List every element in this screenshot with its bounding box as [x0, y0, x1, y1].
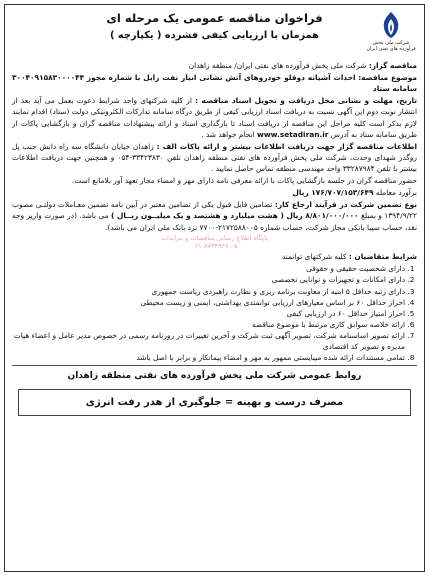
notice-title: فراخوان مناقصه عمومی یک مرحله ای — [106, 11, 323, 25]
condition-item: 5. احراز امتیاز حداقل ۶۰ در ارزیابی کیفی — [12, 308, 405, 319]
conditions-intro: کلیه شرکتهای توانمند — [281, 252, 347, 262]
watermark-line-1: پایگاه اطلاع رسانی مناقصات و مزایدات — [161, 233, 268, 242]
notice-header — [4, 4, 425, 60]
guarantee-tail: می باشد. (در صورت واریز وجه نقد، حساب سیبا بانکی مجاز شرکت، حساب شماره ۲۱۷۲۵۸۸۰۰۵-۷۷۰۰ نزد بانک ملی ایران می باشد). — [12, 211, 417, 232]
attendance-value: حضور مناقصه گران در جلسه بازگشایی پاکات با ارائه معرفی نامه دارای مهر و امضاء مجاز تعهد آور بلامانع است. — [72, 176, 417, 186]
subject-tail: سامانه ستاد — [372, 84, 417, 94]
watermark-phone: ۰۲۱-۸۸۳۴۹۶۷۰-۵ — [191, 242, 238, 251]
info-label: اطلاعات مناقصه گزار جهت دریافت اطلاعات بیشتر و ارائه پاکات الف : — [156, 141, 417, 151]
guarantee-value: تضامین قابل قبول یکی از تضامین معتبر در آیین نامه تضمین معـاملات دولتـی مصوب ۱۳۹۴/۹/۲۲ و بمبلغ — [12, 200, 418, 221]
condition-item: 8. تمامی مستندات ارائه شده میبایستی ممهور به مهر و امضاء پیمانکار و برابر با اصل باشد — [12, 352, 405, 363]
energy-slogan: مصرف درست و بهینه = جلوگیری از هدر رفت انرژی — [85, 396, 344, 408]
tender-notice-page — [4, 4, 425, 572]
dates-value: از کلیه شرکتهای واجد شرایط دعوت بعمل می آید بعد از انتشار نوبت دوم این آگهی نسبت به دریافت اسناد ارزیابی کیفی از طریق درگاه سامانه تدارکات الکترونیکی دولت (ستاد) اقدام نمایند لازم بذکر است کلیه مراحل این مناقصه از دریافت اسناد تا بارگذاری اسناد و ارائه پیشنهادات مناقصه گران و بازگشایی پاکات از طریق سامانه ستاد به آدرس — [12, 96, 417, 139]
estimate-label: برآورد معامله — [375, 188, 417, 198]
condition-item: 6. ارائه خلاصه سوابق کاری مرتبط با موضوع مناقصه — [12, 319, 405, 330]
condition-item: 3. دارای رتبه حداقل ۵ ابنیه از معاونت برنامه ریزی و نظارت راهبردی ریاست جمهوری — [12, 286, 405, 297]
guarantee-label: نوع تضمین شرکت در فرآیند ارجاع کار: — [274, 200, 417, 210]
logo-caption: شرکت ملی پخش فرآورده های نفتی ایران — [366, 40, 416, 52]
condition-item: 4. احراز حداقل ۶۰ بر اساس معیارهای ارزیابی توانمندی بهداشتی، ایمنی و زیست محیطی — [12, 297, 405, 308]
subject-value: احداث آشیانه دوقلو خودروهای آتش نشانی انبار نفت زابل با شماره مجوز — [86, 73, 356, 83]
guarantee-amount: ۸/۸۰۱/۰۰۰/۰۰۰ ریال ( هشت میلیارد و هشتصد و یک میلیــون ریــال ) — [111, 211, 359, 221]
subject-label: موضوع مناقصه: — [358, 73, 417, 83]
organizer-label: مناقصه گزار: — [368, 61, 417, 70]
nioc-flame-logo-icon — [374, 10, 408, 40]
condition-item: 1. دارای شخصیت حقیقی و حقوقی — [12, 263, 405, 274]
condition-item: 7. ارائه تصویر اساسنامه شرکت، تصویر آگهی ثبت شرکت و آخرین تغییرات در روزنامه رسمی در خصوص مدیر عامل و اعضاء هیات مدیره و تصویر کد اقتصادی — [12, 330, 405, 352]
info-value: زاهدان خیابان دانشگاه سه راه دانش جنب پل روگذر شهدای وحدت، شرکت ملی پخش فرآورده های نفتی منطقه زاهدان تلفن ۳۳۴۲۳۸۳۰-۰۵۴ و همچنین جهت دریافت اطلاعات بیشتر با تلفن ۳۳۲۸۷۹۸۴ واحد مهندسی منطقه تماس حاصل نمایید . — [12, 141, 418, 173]
setad-website-link[interactable]: www.setadiran.ir — [257, 129, 329, 139]
dates-tail: انجام خواهد شد . — [201, 129, 255, 139]
notice-border — [4, 4, 425, 572]
organizer-value: شرکت ملی پخش فرآورده های نفتی ایران/ منطقه زاهدان — [188, 61, 367, 70]
conditions-label: شرایط متقاضیان : — [348, 252, 417, 262]
permit-number: ۳۰۰۴۰۹۱۵۸۳۰۰۰۰۴۴ — [12, 73, 85, 83]
public-relations-title: روابط عمومی شرکت ملی پخش فرآورده های نفتی منطقه زاهدان — [67, 371, 362, 382]
estimate-value: ۱۷۶/۷۰۷/۱۵۳/۶۴۹ ریال — [292, 188, 374, 198]
condition-item: 2. دارای امکانات و تجهیزات و توانایی تخصصی — [12, 274, 405, 285]
dates-label: تاریخ، مهلت و نشانی محل دریافت و تحویل اسناد مناقصه : — [195, 96, 417, 106]
notice-subtitle: همزمان با ارزیابی کیفی فشرده ( یکپارچه ) — [110, 30, 319, 42]
company-logo — [365, 10, 417, 52]
